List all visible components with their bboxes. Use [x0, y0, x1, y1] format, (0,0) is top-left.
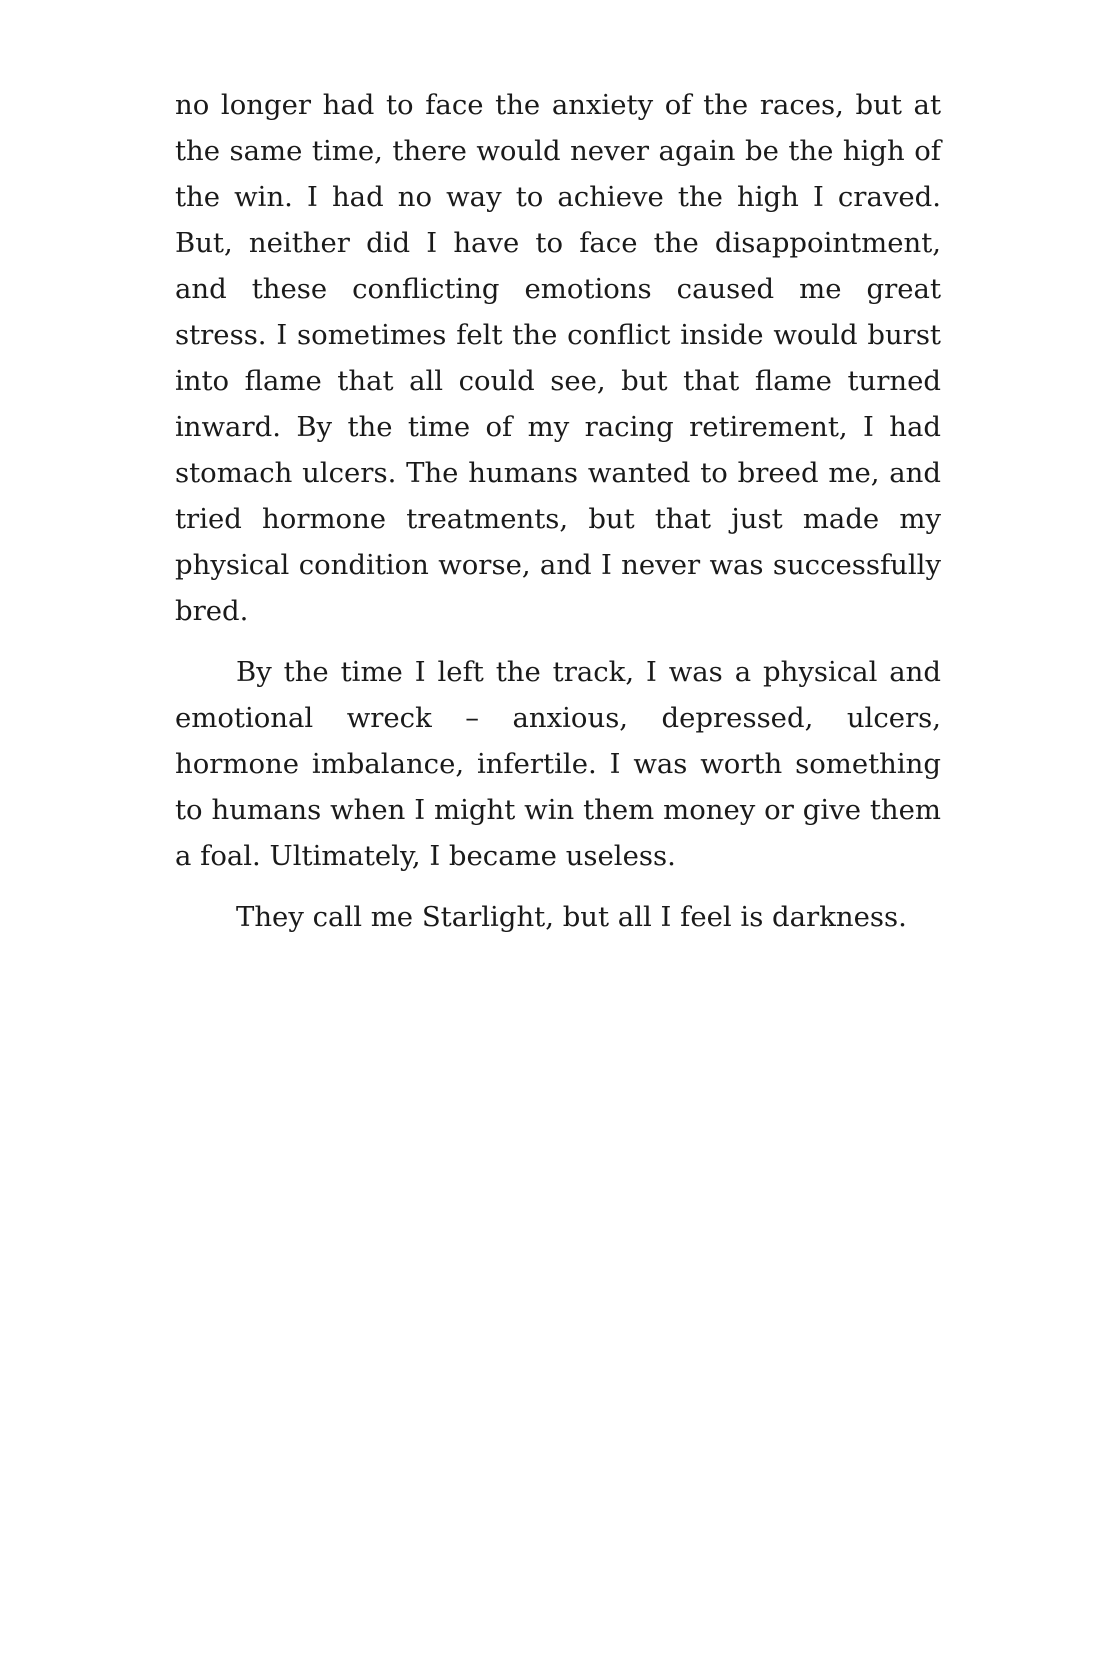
paragraph-continued: no longer had to face the anxiety of the races, but at the same time, there would never again be the high of the win. I had no way to achieve the high I craved. But, neither did I have to face the disappointment, and these conflicting emotions caused me great stress. I sometimes felt the conflict inside would burst into flame that all could see, but that flame turned inward. By the time of my racing retirement, I had stomach ulcers. The humans wanted to breed me, and tried hormone treatments, but that just made my physical condition worse, and I never was successfully bred.: [175, 89, 941, 627]
paragraph-track-wreck: By the time I left the track, I was a physical and emotional wreck – anxious, depressed, ulcers, hormone imbalance, infertile. I was worth something to humans when I might win them money or give them a foal. Ultimately, I became useless.: [175, 656, 941, 872]
paragraph-starlight: They call me Starlight, but all I feel is darkness.: [236, 901, 907, 933]
text-column: [175, 82, 941, 955]
